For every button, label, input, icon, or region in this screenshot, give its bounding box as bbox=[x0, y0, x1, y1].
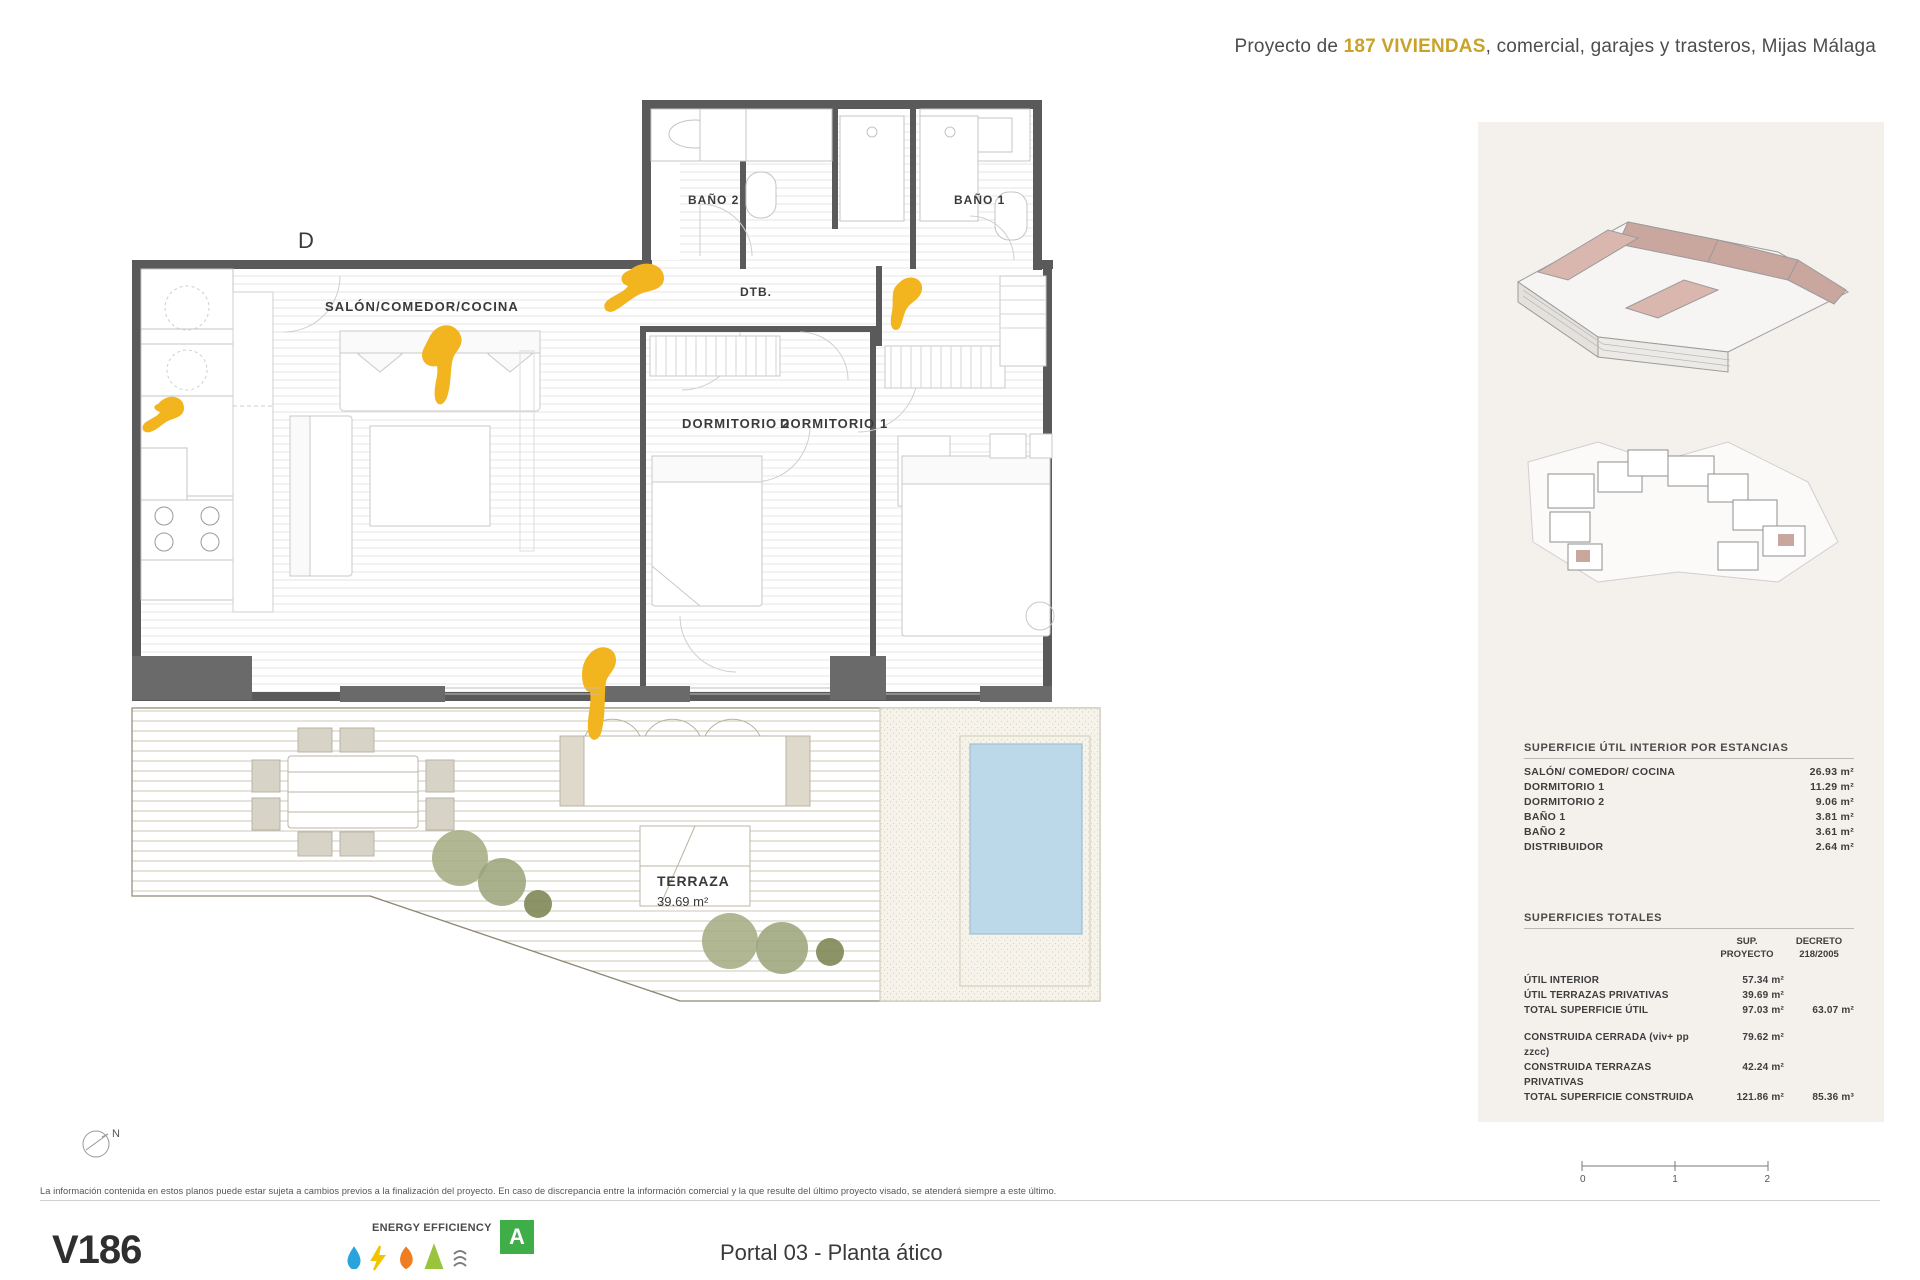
row-value-decreto bbox=[1784, 1060, 1854, 1090]
totals-col-head-2 bbox=[1524, 948, 1854, 961]
table-row bbox=[1524, 765, 1854, 780]
north-arrow bbox=[78, 1128, 128, 1168]
row-label: DISTRIBUIDOR bbox=[1524, 841, 1604, 853]
table-row bbox=[1524, 988, 1854, 1003]
row-label: CONSTRUIDA CERRADA (viv+ pp zzcc) bbox=[1524, 1032, 1689, 1058]
col2-head-1: DECRETO bbox=[1795, 936, 1843, 947]
distribuidor-label: DTB. bbox=[740, 285, 772, 299]
col2-head-2: 218/2005 bbox=[1799, 949, 1839, 960]
row-value: 3.61 m² bbox=[1815, 826, 1854, 838]
row-value-proyecto: 79.62 m² bbox=[1742, 1032, 1784, 1043]
scale-bar bbox=[1580, 1160, 1770, 1185]
bano-2-label: BAÑO 2 bbox=[688, 193, 740, 207]
row-value-proyecto: 121.86 m² bbox=[1736, 1092, 1784, 1103]
row-label: BAÑO 1 bbox=[1524, 811, 1566, 823]
table-row bbox=[1524, 1060, 1854, 1090]
disclaimer-text: La información contenida en estos planos puede estar sujeta a cambios previos a la finalización del proyecto. En caso de discrepancia entre la información comercial y la que resulte del último proyecto visado, se atenderá siempre a este último. bbox=[40, 1186, 1057, 1196]
salon-label: SALÓN/COMEDOR/COCINA bbox=[325, 299, 519, 314]
row-value-decreto: 85.36 m³ bbox=[1812, 1092, 1854, 1103]
row-value-proyecto: 42.24 m² bbox=[1742, 1062, 1784, 1073]
terrace-label: TERRAZA bbox=[657, 873, 730, 889]
row-label: TOTAL SUPERFICIE ÚTIL bbox=[1524, 1005, 1649, 1016]
row-value-proyecto: 57.34 m² bbox=[1742, 975, 1784, 986]
table-row bbox=[1524, 780, 1854, 795]
table-row bbox=[1524, 840, 1854, 855]
row-label: ÚTIL INTERIOR bbox=[1524, 975, 1600, 986]
interior-areas-table bbox=[1524, 742, 1854, 855]
bano-1-label: BAÑO 1 bbox=[954, 193, 1006, 207]
row-label: BAÑO 2 bbox=[1524, 826, 1566, 838]
table-row bbox=[1524, 973, 1854, 988]
hob-icon bbox=[141, 500, 233, 560]
scale-tick-0: 0 bbox=[1580, 1174, 1586, 1185]
dormitorio-1-label: DORMITORIO 1 bbox=[780, 416, 889, 431]
table-row bbox=[1524, 825, 1854, 840]
row-label: TOTAL SUPERFICIE CONSTRUIDA bbox=[1524, 1092, 1694, 1103]
terrace-area-value: 39.69 m² bbox=[657, 894, 709, 909]
row-value-decreto bbox=[1784, 973, 1854, 988]
unit-code: V186 bbox=[52, 1228, 142, 1272]
header-prefix: Proyecto de bbox=[1234, 36, 1344, 57]
row-value: 26.93 m² bbox=[1809, 766, 1854, 778]
row-label: DORMITORIO 2 bbox=[1524, 796, 1605, 808]
energy-label: ENERGY EFFICIENCY bbox=[372, 1222, 492, 1234]
table-row bbox=[1524, 1003, 1854, 1018]
dormitorio-2-label: DORMITORIO 2 bbox=[682, 416, 791, 431]
totals-title: SUPERFICIES TOTALES bbox=[1524, 912, 1854, 929]
table-row bbox=[1524, 810, 1854, 825]
row-label: SALÓN/ COMEDOR/ COCINA bbox=[1524, 766, 1676, 778]
table-row bbox=[1524, 1030, 1854, 1060]
table-row bbox=[1524, 795, 1854, 810]
plan-title: Portal 03 - Planta ático bbox=[720, 1240, 943, 1265]
scale-tick-1: 1 bbox=[1672, 1174, 1678, 1185]
site-plan-diagram bbox=[1478, 422, 1884, 612]
interior-areas-title: SUPERFICIE ÚTIL INTERIOR POR ESTANCIAS bbox=[1524, 742, 1854, 759]
totals-table bbox=[1524, 912, 1854, 1105]
header-highlight: 187 VIVIENDAS bbox=[1343, 36, 1486, 57]
header-suffix: , comercial, garajes y trasteros, Mijas Málaga bbox=[1485, 36, 1876, 57]
kitchen bbox=[141, 269, 273, 612]
row-value: 11.29 m² bbox=[1810, 781, 1854, 793]
floor-plan bbox=[40, 96, 1460, 1136]
table-row bbox=[1524, 1090, 1854, 1105]
col1-head-1: SUP. bbox=[1736, 936, 1758, 947]
building-massing-diagram bbox=[1478, 122, 1884, 422]
row-label: CONSTRUIDA TERRAZAS PRIVATIVAS bbox=[1524, 1062, 1652, 1088]
row-value-decreto: 63.07 m² bbox=[1812, 1005, 1854, 1016]
pool bbox=[970, 744, 1082, 934]
row-value-proyecto: 39.69 m² bbox=[1742, 990, 1784, 1001]
dormitorio-2-furniture bbox=[650, 336, 780, 606]
row-value-decreto bbox=[1784, 1030, 1854, 1060]
energy-rating: A bbox=[500, 1220, 534, 1254]
north-label: N bbox=[112, 1128, 120, 1140]
row-value: 9.06 m² bbox=[1815, 796, 1854, 808]
footer-divider bbox=[40, 1200, 1880, 1201]
row-label: DORMITORIO 1 bbox=[1524, 781, 1605, 793]
info-panel bbox=[1478, 122, 1884, 1122]
totals-col-head-1 bbox=[1524, 935, 1854, 948]
energy-efficiency-badge bbox=[340, 1222, 530, 1270]
row-value: 3.81 m² bbox=[1815, 811, 1854, 823]
row-value: 2.64 m² bbox=[1815, 841, 1854, 853]
project-header bbox=[1235, 36, 1876, 58]
row-label: ÚTIL TERRAZAS PRIVATIVAS bbox=[1524, 990, 1669, 1001]
row-value-decreto bbox=[1784, 988, 1854, 1003]
unit-letter: D bbox=[298, 228, 314, 253]
col1-head-2: PROYECTO bbox=[1720, 949, 1774, 960]
row-value-proyecto: 97.03 m² bbox=[1742, 1005, 1784, 1016]
scale-tick-2: 2 bbox=[1764, 1174, 1770, 1185]
